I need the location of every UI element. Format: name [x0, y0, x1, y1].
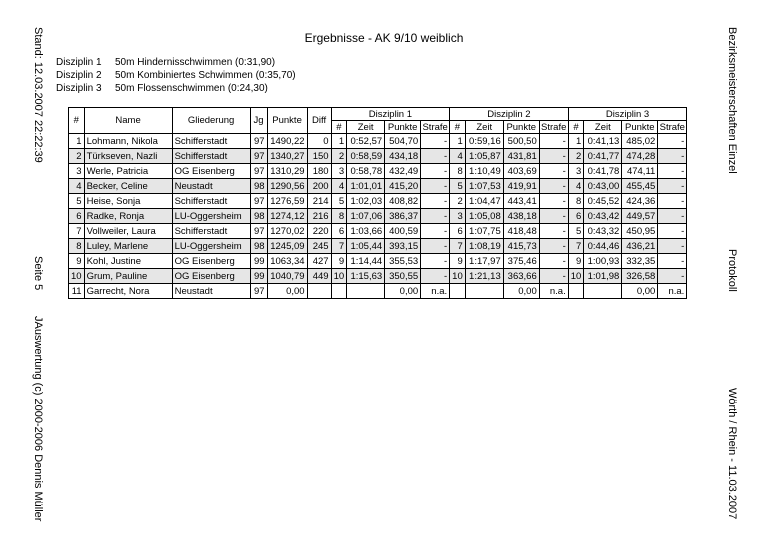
cell-d1-time: 1:03,66 [347, 224, 385, 239]
cell-d2-rank: 4 [450, 149, 466, 164]
header-discipline-2: Disziplin 2 [450, 108, 569, 121]
cell-name: Werle, Patricia [84, 164, 172, 179]
cell-d1-points: 393,15 [385, 239, 421, 254]
cell-d3-time [584, 284, 622, 299]
cell-d3-points: 424,36 [622, 194, 658, 209]
header-rank: # [69, 108, 85, 134]
cell-d1-time: 1:07,06 [347, 209, 385, 224]
cell-rank: 11 [69, 284, 85, 299]
cell-d3-penalty: - [658, 179, 687, 194]
cell-d1-rank: 3 [331, 164, 347, 179]
cell-year: 98 [250, 209, 267, 224]
cell-name: Kohl, Justine [84, 254, 172, 269]
cell-d1-time: 1:02,03 [347, 194, 385, 209]
cell-d1-penalty: - [421, 179, 450, 194]
cell-club: Schifferstadt [172, 134, 250, 149]
cell-d1-points: 415,20 [385, 179, 421, 194]
cell-d3-time: 1:00,93 [584, 254, 622, 269]
cell-d3-points: 474,28 [622, 149, 658, 164]
cell-d1-penalty: - [421, 149, 450, 164]
cell-d2-time: 1:17,97 [465, 254, 503, 269]
cell-d3-rank: 2 [568, 149, 584, 164]
cell-d3-points: 474,11 [622, 164, 658, 179]
cell-d1-points: 355,53 [385, 254, 421, 269]
cell-d3-rank: 8 [568, 194, 584, 209]
cell-d1-rank: 7 [331, 239, 347, 254]
cell-diff: 449 [307, 269, 331, 284]
cell-d2-points: 375,46 [503, 254, 539, 269]
cell-rank: 9 [69, 254, 85, 269]
discipline-label: Disziplin 3 [56, 83, 102, 94]
cell-d2-penalty: - [539, 194, 568, 209]
cell-d3-points: 332,35 [622, 254, 658, 269]
cell-d1-time: 1:05,44 [347, 239, 385, 254]
subheader-penalty: Strafe [659, 121, 685, 133]
cell-d1-penalty: - [421, 269, 450, 284]
cell-d1-time: 1:15,63 [347, 269, 385, 284]
cell-d3-rank: 7 [568, 239, 584, 254]
table-row [69, 284, 687, 299]
cell-points: 1490,22 [267, 134, 307, 149]
cell-d1-penalty: - [421, 209, 450, 224]
results-table [68, 107, 687, 299]
table-row [69, 224, 687, 239]
discipline-label: Disziplin 2 [56, 70, 102, 81]
results-body [69, 134, 687, 299]
cell-name: Türkseven, Nazli [84, 149, 172, 164]
cell-name: Lohmann, Nikola [84, 134, 172, 149]
cell-d1-points: 0,00 [385, 284, 421, 299]
cell-d3-penalty: - [658, 164, 687, 179]
cell-d3-rank: 9 [568, 254, 584, 269]
cell-d2-points: 403,69 [503, 164, 539, 179]
cell-rank: 10 [69, 269, 85, 284]
cell-d1-penalty: - [421, 164, 450, 179]
cell-year: 99 [250, 254, 267, 269]
cell-d2-rank: 5 [450, 179, 466, 194]
cell-d2-time: 0:59,16 [465, 134, 503, 149]
cell-d2-time: 1:21,13 [465, 269, 503, 284]
event-label: Bezirksmeisterschaften Einzel [726, 27, 738, 174]
cell-d1-rank: 6 [331, 224, 347, 239]
cell-d2-points: 443,41 [503, 194, 539, 209]
cell-d2-penalty: - [539, 254, 568, 269]
cell-d3-time: 0:41,13 [584, 134, 622, 149]
cell-d1-penalty: - [421, 134, 450, 149]
header-diff: Diff [307, 108, 331, 134]
cell-club: OG Eisenberg [172, 254, 250, 269]
cell-d1-points: 386,37 [385, 209, 421, 224]
cell-d2-time: 1:05,87 [465, 149, 503, 164]
cell-d2-rank: 9 [450, 254, 466, 269]
cell-d3-time: 0:41,77 [584, 149, 622, 164]
cell-d2-penalty: - [539, 239, 568, 254]
discipline-list [56, 56, 296, 95]
cell-d1-points: 432,49 [385, 164, 421, 179]
cell-d3-points: 455,45 [622, 179, 658, 194]
cell-d3-time: 0:44,46 [584, 239, 622, 254]
cell-d2-points: 500,50 [503, 134, 539, 149]
cell-points: 1063,34 [267, 254, 307, 269]
cell-d1-rank: 5 [331, 194, 347, 209]
cell-d3-time: 0:43,42 [584, 209, 622, 224]
cell-name: Garrecht, Nora [84, 284, 172, 299]
cell-d2-points: 0,00 [503, 284, 539, 299]
cell-d3-penalty: - [658, 224, 687, 239]
cell-d3-points: 0,00 [622, 284, 658, 299]
cell-d3-penalty: - [658, 254, 687, 269]
cell-d2-rank: 10 [450, 269, 466, 284]
cell-d3-penalty: - [658, 269, 687, 284]
cell-d3-rank: 4 [568, 179, 584, 194]
cell-diff: 200 [307, 179, 331, 194]
subheader-rank: # [568, 121, 584, 134]
cell-diff: 220 [307, 224, 331, 239]
cell-club: Schifferstadt [172, 224, 250, 239]
cell-d3-rank: 3 [568, 164, 584, 179]
cell-d1-points: 400,59 [385, 224, 421, 239]
subheader-rank: # [331, 121, 347, 134]
cell-d2-time: 1:07,75 [465, 224, 503, 239]
cell-d2-time: 1:04,47 [465, 194, 503, 209]
cell-club: LU-Oggersheim [172, 209, 250, 224]
cell-rank: 2 [69, 149, 85, 164]
cell-d1-penalty: - [421, 194, 450, 209]
cell-d3-points: 449,57 [622, 209, 658, 224]
cell-points: 1270,02 [267, 224, 307, 239]
location-label: Wörth / Rhein - 11.03.2007 [726, 388, 738, 520]
cell-d2-rank: 2 [450, 194, 466, 209]
cell-points: 1040,79 [267, 269, 307, 284]
cell-d3-penalty: - [658, 194, 687, 209]
cell-d2-penalty: - [539, 209, 568, 224]
header-points: Punkte [267, 108, 307, 134]
cell-d1-time: 0:52,57 [347, 134, 385, 149]
cell-d3-penalty: - [658, 209, 687, 224]
table-row [69, 194, 687, 209]
credit-label: JAuswertung (c) 2000-2006 Dennis Müller [32, 316, 44, 522]
cell-year: 97 [250, 224, 267, 239]
cell-d3-rank [568, 284, 584, 299]
cell-points: 1340,27 [267, 149, 307, 164]
table-row [69, 134, 687, 149]
cell-d2-time: 1:10,49 [465, 164, 503, 179]
cell-d2-rank: 8 [450, 164, 466, 179]
cell-d2-points: 363,66 [503, 269, 539, 284]
cell-year: 97 [250, 194, 267, 209]
cell-points: 0,00 [267, 284, 307, 299]
subheader-time: Zeit [584, 121, 622, 134]
cell-d3-penalty: n.a. [658, 284, 687, 299]
cell-club: Neustadt [172, 284, 250, 299]
cell-d3-points: 485,02 [622, 134, 658, 149]
cell-diff [307, 284, 331, 299]
cell-d3-rank: 10 [568, 269, 584, 284]
cell-points: 1245,09 [267, 239, 307, 254]
cell-d1-points: 504,70 [385, 134, 421, 149]
cell-name: Luley, Marlene [84, 239, 172, 254]
subheader-points: Punkte [385, 121, 421, 134]
cell-d2-penalty: - [539, 179, 568, 194]
cell-d3-time: 0:43,32 [584, 224, 622, 239]
cell-rank: 3 [69, 164, 85, 179]
cell-d1-points: 408,82 [385, 194, 421, 209]
page-number-label: Seite 5 [32, 256, 44, 291]
cell-points: 1310,29 [267, 164, 307, 179]
header-club: Gliederung [172, 108, 250, 134]
cell-d2-penalty: - [539, 164, 568, 179]
cell-d1-rank: 2 [331, 149, 347, 164]
discipline-name: 50m Kombiniertes Schwimmen (0:35,70) [115, 70, 296, 81]
table-row [69, 149, 687, 164]
header-year: Jg [250, 108, 267, 134]
cell-d3-time: 0:45,52 [584, 194, 622, 209]
table-row [69, 164, 687, 179]
cell-d1-rank: 8 [331, 209, 347, 224]
cell-d2-points: 431,81 [503, 149, 539, 164]
cell-d3-time: 0:41,78 [584, 164, 622, 179]
discipline-name: 50m Hindernisschwimmen (0:31,90) [115, 57, 276, 68]
cell-points: 1274,12 [267, 209, 307, 224]
cell-year: 97 [250, 164, 267, 179]
cell-d1-rank: 1 [331, 134, 347, 149]
cell-d1-penalty: - [421, 224, 450, 239]
cell-rank: 1 [69, 134, 85, 149]
cell-club: OG Eisenberg [172, 164, 250, 179]
table-row [69, 254, 687, 269]
cell-rank: 7 [69, 224, 85, 239]
subheader-time: Zeit [347, 121, 385, 134]
cell-d2-time [465, 284, 503, 299]
timestamp-label: Stand: 12.03.2007 22:22:39 [32, 27, 44, 163]
cell-d1-rank: 4 [331, 179, 347, 194]
subheader-points: Punkte [622, 121, 658, 134]
subheader-rank: # [450, 121, 466, 134]
cell-d1-points: 434,18 [385, 149, 421, 164]
table-row [69, 209, 687, 224]
discipline-item [56, 82, 296, 95]
cell-club: OG Eisenberg [172, 269, 250, 284]
cell-rank: 6 [69, 209, 85, 224]
cell-d1-rank: 9 [331, 254, 347, 269]
cell-d2-penalty: - [539, 269, 568, 284]
cell-d2-points: 415,73 [503, 239, 539, 254]
cell-d1-time [347, 284, 385, 299]
cell-name: Becker, Celine [84, 179, 172, 194]
subheader-penalty: Strafe [422, 121, 448, 133]
cell-name: Radke, Ronja [84, 209, 172, 224]
header-discipline-3: Disziplin 3 [568, 108, 687, 121]
cell-d2-rank [450, 284, 466, 299]
page-title: Ergebnisse - AK 9/10 weiblich [304, 31, 464, 45]
discipline-label: Disziplin 1 [56, 57, 102, 68]
subheader-time: Zeit [465, 121, 503, 134]
cell-points: 1276,59 [267, 194, 307, 209]
cell-diff: 214 [307, 194, 331, 209]
cell-diff: 180 [307, 164, 331, 179]
cell-rank: 8 [69, 239, 85, 254]
cell-d2-points: 438,18 [503, 209, 539, 224]
cell-rank: 4 [69, 179, 85, 194]
cell-diff: 427 [307, 254, 331, 269]
cell-d1-penalty: - [421, 254, 450, 269]
cell-d1-time: 1:01,01 [347, 179, 385, 194]
cell-d2-penalty: - [539, 134, 568, 149]
cell-d2-points: 418,48 [503, 224, 539, 239]
cell-diff: 245 [307, 239, 331, 254]
cell-points: 1290,56 [267, 179, 307, 194]
cell-d3-penalty: - [658, 239, 687, 254]
cell-d3-points: 436,21 [622, 239, 658, 254]
cell-d1-penalty: n.a. [421, 284, 450, 299]
cell-d2-rank: 1 [450, 134, 466, 149]
cell-year: 97 [250, 134, 267, 149]
cell-name: Grum, Pauline [84, 269, 172, 284]
cell-d3-rank: 1 [568, 134, 584, 149]
header-discipline-1: Disziplin 1 [331, 108, 450, 121]
header-name: Name [84, 108, 172, 134]
cell-club: Schifferstadt [172, 194, 250, 209]
discipline-name: 50m Flossenschwimmen (0:24,30) [115, 83, 268, 94]
cell-year: 97 [250, 284, 267, 299]
cell-d3-points: 450,95 [622, 224, 658, 239]
cell-d3-rank: 6 [568, 209, 584, 224]
cell-d3-time: 1:01,98 [584, 269, 622, 284]
cell-d2-penalty: - [539, 149, 568, 164]
cell-d3-time: 0:43,00 [584, 179, 622, 194]
cell-diff: 0 [307, 134, 331, 149]
cell-d1-time: 0:58,78 [347, 164, 385, 179]
table-row [69, 179, 687, 194]
cell-name: Heise, Sonja [84, 194, 172, 209]
discipline-item [56, 56, 296, 69]
discipline-item [56, 69, 296, 82]
cell-d2-penalty: n.a. [539, 284, 568, 299]
cell-year: 98 [250, 179, 267, 194]
cell-name: Vollweiler, Laura [84, 224, 172, 239]
cell-d2-penalty: - [539, 224, 568, 239]
cell-d1-time: 1:14,44 [347, 254, 385, 269]
cell-d2-rank: 7 [450, 239, 466, 254]
cell-club: LU-Oggersheim [172, 239, 250, 254]
cell-d3-points: 326,58 [622, 269, 658, 284]
cell-d1-points: 350,55 [385, 269, 421, 284]
cell-d2-rank: 6 [450, 224, 466, 239]
cell-year: 99 [250, 269, 267, 284]
cell-rank: 5 [69, 194, 85, 209]
cell-diff: 150 [307, 149, 331, 164]
cell-club: Neustadt [172, 179, 250, 194]
cell-d1-rank [331, 284, 347, 299]
cell-d1-time: 0:58,59 [347, 149, 385, 164]
cell-club: Schifferstadt [172, 149, 250, 164]
cell-d2-time: 1:08,19 [465, 239, 503, 254]
table-row [69, 239, 687, 254]
cell-year: 97 [250, 149, 267, 164]
cell-d3-rank: 5 [568, 224, 584, 239]
cell-year: 98 [250, 239, 267, 254]
cell-d2-points: 419,91 [503, 179, 539, 194]
subheader-points: Punkte [503, 121, 539, 134]
cell-d3-penalty: - [658, 134, 687, 149]
cell-d2-time: 1:07,53 [465, 179, 503, 194]
subheader-penalty: Strafe [541, 121, 567, 133]
cell-d2-time: 1:05,08 [465, 209, 503, 224]
cell-diff: 216 [307, 209, 331, 224]
table-row [69, 269, 687, 284]
cell-d1-penalty: - [421, 239, 450, 254]
cell-d3-penalty: - [658, 149, 687, 164]
cell-d2-rank: 3 [450, 209, 466, 224]
cell-d1-rank: 10 [331, 269, 347, 284]
protocol-label: Protokoll [726, 249, 738, 292]
